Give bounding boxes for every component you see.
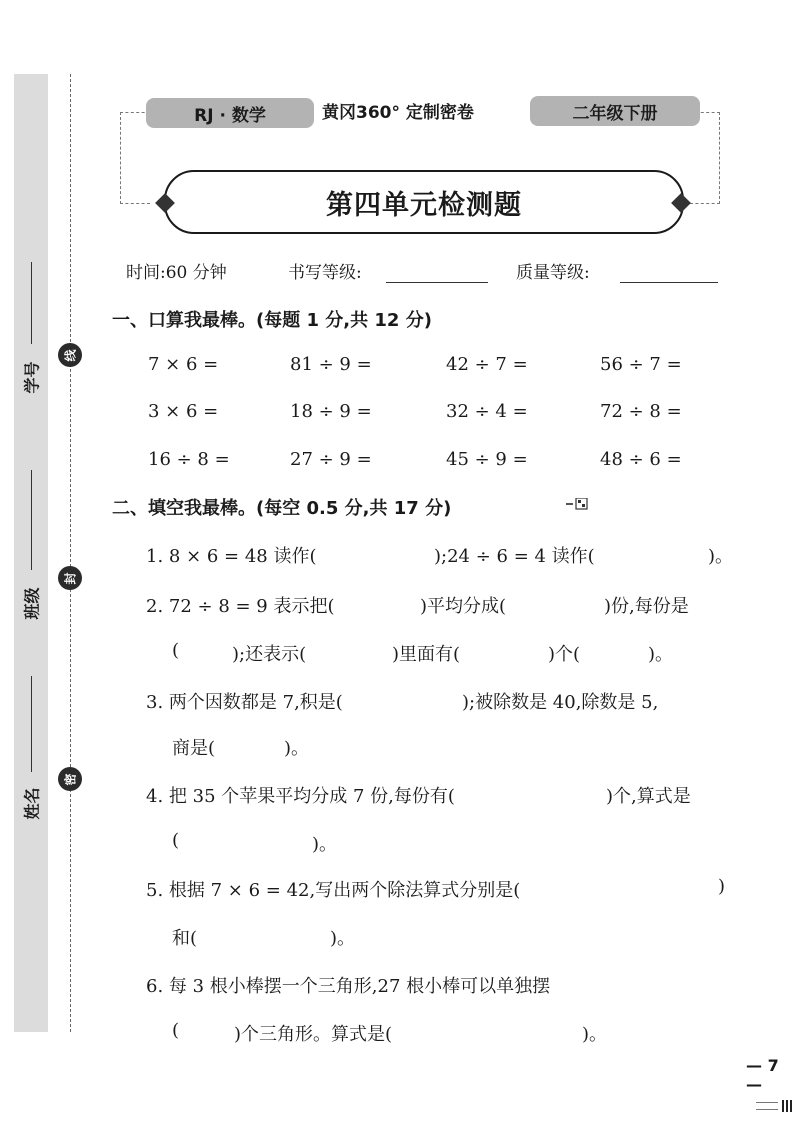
- writing-grade-field[interactable]: [386, 282, 488, 283]
- seal-seal: 封: [58, 566, 82, 590]
- section1-title: 一、口算我最棒。(每题 1 分,共 12 分): [112, 310, 432, 331]
- calc-item: 45 ÷ 9 =: [446, 449, 528, 470]
- q2-line2-b: );还表示(: [232, 644, 307, 665]
- calc-item: 3 × 6 =: [148, 401, 219, 422]
- calc-item: 56 ÷ 7 =: [600, 354, 682, 375]
- quality-grade-label: 质量等级:: [516, 263, 590, 283]
- writing-grade-label: 书写等级:: [288, 263, 362, 283]
- calc-item: 27 ÷ 9 =: [290, 449, 372, 470]
- calc-item: 16 ÷ 8 =: [148, 449, 230, 470]
- cut-line: [70, 74, 71, 1032]
- q6-line1: 6. 每 3 根小棒摆一个三角形,27 根小棒可以单独摆: [146, 976, 551, 997]
- q2-line2-a: (: [172, 640, 180, 661]
- name-label: 姓名: [22, 787, 42, 820]
- q6-line2-a: (: [172, 1020, 180, 1041]
- q2-line1-c: )份,每份是: [604, 596, 689, 617]
- q4-line1-a: 4. 把 35 个苹果平均分成 7 份,每份有(: [146, 786, 455, 807]
- header-frame-left: [120, 112, 150, 204]
- calc-item: 42 ÷ 7 =: [446, 354, 528, 375]
- seal-line: 线: [58, 343, 82, 367]
- q4-line2-b: )。: [312, 834, 338, 855]
- q3-line1-a: 3. 两个因数都是 7,积是(: [146, 692, 343, 713]
- seal-secret: 密: [58, 767, 82, 791]
- qr-code-icon: [782, 1100, 794, 1112]
- q2-line2-c: )里面有(: [392, 644, 461, 665]
- q5-line1-b: ): [718, 876, 726, 897]
- section2-title: 二、填空我最棒。(每空 0.5 分,共 17 分): [112, 498, 452, 519]
- class-line: [31, 470, 32, 570]
- q2-line2-d: )个(: [548, 644, 581, 665]
- q5-line2-b: )。: [330, 928, 356, 949]
- q3-line2-a: 商是(: [172, 738, 216, 759]
- grade-pill: 二年级下册: [530, 96, 700, 126]
- calc-item: 48 ÷ 6 =: [600, 449, 682, 470]
- calc-item: 72 ÷ 8 =: [600, 401, 682, 422]
- q5-line1-a: 5. 根据 7 × 6 = 42,写出两个除法算式分别是(: [146, 880, 521, 901]
- calc-item: 32 ÷ 4 =: [446, 401, 528, 422]
- q2-line1-a: 2. 72 ÷ 8 = 9 表示把(: [146, 596, 335, 617]
- q2-line1-b: )平均分成(: [420, 596, 507, 617]
- student-number-label: 学号: [22, 361, 42, 394]
- subject-pill: RJ · 数学: [146, 98, 314, 128]
- q3-line1-b: );被除数是 40,除数是 5,: [462, 692, 659, 713]
- header-frame-right: [690, 112, 720, 204]
- student-number-line: [31, 262, 32, 344]
- q5-line2-a: 和(: [172, 928, 198, 949]
- footer-text-mark: [756, 1102, 778, 1110]
- class-label: 班级: [22, 587, 42, 620]
- page-number: — 7 —: [746, 1056, 779, 1094]
- calc-item: 7 × 6 =: [148, 354, 219, 375]
- calc-item: 81 ÷ 9 =: [290, 354, 372, 375]
- scan-code-icon: [566, 498, 588, 510]
- q2-line2-e: )。: [648, 644, 674, 665]
- q1-part-a: 1. 8 × 6 = 48 读作(: [146, 546, 317, 567]
- calc-item: 18 ÷ 9 =: [290, 401, 372, 422]
- quality-grade-field[interactable]: [620, 282, 718, 283]
- q6-line2-c: )。: [582, 1024, 608, 1045]
- q4-line1-b: )个,算式是: [606, 786, 691, 807]
- brand-text: 黄冈360° 定制密卷: [322, 103, 474, 123]
- time-label: 时间:60 分钟: [126, 263, 227, 283]
- q3-line2-b: )。: [284, 738, 310, 759]
- q1-part-c: )。: [708, 546, 734, 567]
- q4-line2-a: (: [172, 830, 180, 851]
- page-title: 第四单元检测题: [164, 170, 684, 234]
- q6-line2-b: )个三角形。算式是(: [234, 1024, 393, 1045]
- name-line: [31, 676, 32, 772]
- q1-part-b: );24 ÷ 6 = 4 读作(: [434, 546, 595, 567]
